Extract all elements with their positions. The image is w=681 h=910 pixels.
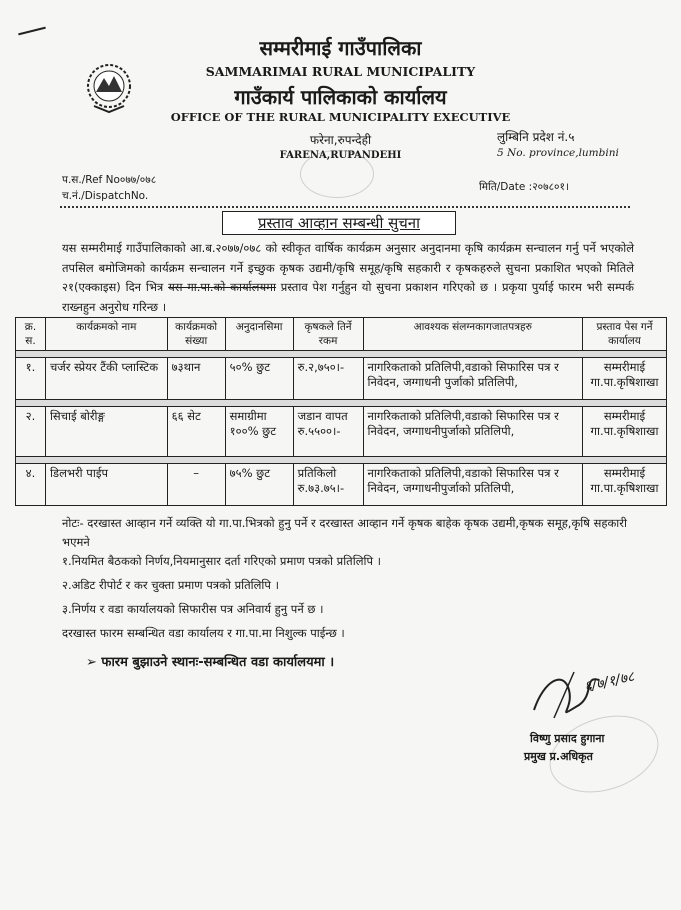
cell-submit-to: सम्मरीमाई गा.पा.कृषिशाखा <box>582 407 666 457</box>
table-row <box>16 358 667 400</box>
table-spacer <box>16 457 667 464</box>
cell-subsidy: ५०% छुट <box>225 358 293 400</box>
program-table <box>15 317 667 506</box>
note-item-2: २.अडिट रीपोर्ट र कर चुक्ता प्रमाण पत्रको प्रतिलिपि । <box>62 578 279 592</box>
header-documents: आवश्यक संलग्नकागजातपत्रहरु <box>363 318 582 351</box>
place-np: फरेना,रुपन्देही <box>309 133 372 147</box>
office-name-en: OFFICE OF THE RURAL MUNICIPALITY EXECUTIVE <box>170 110 511 124</box>
notice-text-b: प्रस्ताव पेश गर्नुहुन यो सुचना प्रकाशन गरिएको छ । प्रकृया पुर्याई फारम भरी सम्पर्क राख्नहुन अनुरोध गरिन्छ । <box>62 280 634 314</box>
cell-sn: २. <box>16 407 46 457</box>
cell-farmer-amount: जडान वापत रु.५५००।- <box>293 407 363 457</box>
cell-submit-to: सम्मरीमाई गा.पा.कृषिशाखा <box>582 358 666 400</box>
header-subsidy: अनुदानसिमा <box>225 318 293 351</box>
cell-program: चर्जर स्प्रेयर टैंकी प्लास्टिक <box>45 358 167 400</box>
province-np: लुम्बिनि प्रदेश नं.५ <box>497 130 575 144</box>
cell-sn: १. <box>16 358 46 400</box>
form-free-note: दरखास्त फारम सम्बन्धित वडा कार्यालय र गा.पा.मा निशुल्क पाईन्छ । <box>62 626 345 640</box>
cell-subsidy: ७५% छुट <box>225 464 293 506</box>
header-count: कार्यक्रमको संख्या <box>167 318 225 351</box>
table-row <box>16 407 667 457</box>
dispatch-number: च.नं./DispatchNo. <box>62 190 149 202</box>
ref-number: प.स./Ref No०७७/०७८ <box>62 174 157 186</box>
submit-place-line <box>86 652 334 670</box>
header-farmer-amount: कृषकले तिर्ने रकम <box>293 318 363 351</box>
note-text: नोटः- दरखास्त आव्हान गर्ने व्यक्ति यो गा.पा.भित्रको हुनु पर्ने र दरखास्त आव्हान गर्ने कृषक बाहेक कृषक उद्यमी,कृषक समूह,कृषि सहकारी भएमने <box>62 516 627 549</box>
province-en: 5 No. province,lumbini <box>497 147 619 159</box>
cell-sn: ४. <box>16 464 46 506</box>
note-item-3: ३.निर्णय र वडा कार्यालयको सिफारीस पत्र अनिवार्य हुनु पर्ने छ । <box>62 602 324 616</box>
header-program: कार्यक्रमको नाम <box>45 318 167 351</box>
submit-place: फारम बुझाउने स्थानः-सम्बन्धित वडा कार्यालयमा । <box>101 655 335 670</box>
signatory-name: विष्णु प्रसाद हुगाना <box>530 732 605 745</box>
cell-count: – <box>167 464 225 506</box>
cell-documents: नागरिकताको प्रतिलिपी,वडाको सिफारिस पत्र र निवेदन, जग्गाधनी पुर्जाको प्रतिलिपी, <box>363 358 582 400</box>
cell-submit-to: सम्मरीमाई गा.पा.कृषिशाखा <box>582 464 666 506</box>
divider <box>60 206 630 208</box>
notice-text-a: यस सम्मरीमाई गाउँपालिकाको आ.ब.२०७७/०७८ को स्वीकृत वार्षिक कार्यक्रम अनुसार अनुदानमा कृषि कार्यक्रम सन्चालन गर्नु पर्ने भएकोले तपसिल बमोजिमको कार्यक्रम सन्चालन गर्ने इच्छुक कृषक उद्यमी/कृषि समूह/कृषि सहकारी र कृषकहरुले सुचना प्रकाशित भएको मितिले २१(एक्काइस) दिन भित्र <box>62 241 634 294</box>
cell-documents: नागरिकताको प्रतिलिपी,वडाको सिफारिस पत्र र निवेदन, जग्गाधनीपुर्जाको प्रतिलिपी, <box>363 407 582 457</box>
cell-program: डिलभरी पाईप <box>45 464 167 506</box>
office-stamp <box>300 150 374 198</box>
table-spacer <box>16 351 667 358</box>
cell-count: ७३थान <box>167 358 225 400</box>
cell-documents: नागरिकताको प्रतिलिपी,वडाको सिफारिस पत्र र निवेदन, जग्गाधनीपुर्जाको प्रतिलिपी, <box>363 464 582 506</box>
cell-farmer-amount: रु.२,७५०।- <box>293 358 363 400</box>
municipality-name-np: सम्मरीमाई गाउँपालिका <box>259 36 422 60</box>
table-header-row <box>16 318 667 351</box>
place-en: FARENA,RUPANDEHI <box>279 150 402 161</box>
header-sn: क्र. स. <box>16 318 46 351</box>
table-row <box>16 464 667 506</box>
cell-farmer-amount: प्रतिकिलो रु.७३.७५।- <box>293 464 363 506</box>
cell-program: सिचाई बोरीङ्ग <box>45 407 167 457</box>
signatory-title: प्रमुख प्र.अधिकृत <box>524 750 593 763</box>
table-spacer <box>16 400 667 407</box>
office-name-np: गाउँकार्य पालिकाको कार्यालय <box>234 85 447 109</box>
cell-subsidy: समाग्रीमा १००% छुट <box>225 407 293 457</box>
signature-date: ६/७/१/७८ <box>582 668 636 696</box>
notice-heading: प्रस्ताव आव्हान सम्बन्धी सुचना <box>222 211 456 235</box>
cell-count: ६६ सेट <box>167 407 225 457</box>
header-submit-to: प्रस्ताव पेस गर्ने कार्यालय <box>582 318 666 351</box>
note-item-1: १.नियमित बैठकको निर्णय,नियमानुसार दर्ता गरिएको प्रमाण पत्रको प्रतिलिपि । <box>62 554 382 568</box>
date: मिति/Date :२०७८०१। <box>479 181 569 193</box>
arrow-bullet-icon: ➢ <box>86 655 102 670</box>
notice-paragraph <box>62 239 634 317</box>
municipality-name-en: SAMMARIMAI RURAL MUNICIPALITY <box>205 64 476 79</box>
notice-text-struck: यस गा.पा.को कार्यालयमा <box>168 280 276 294</box>
